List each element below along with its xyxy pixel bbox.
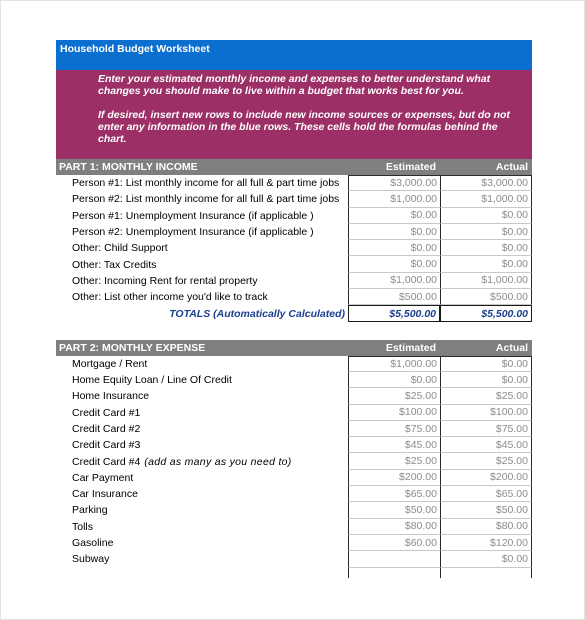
income-estimated-cell[interactable]: $1,000.00 — [348, 191, 440, 207]
expense-row — [56, 405, 532, 421]
expense-row — [56, 437, 532, 453]
expense-estimated-cell[interactable]: $45.00 — [348, 437, 440, 453]
expense-actual-cell[interactable]: $45.00 — [440, 437, 532, 453]
income-row-label: Other: Incoming Rent for rental property — [72, 274, 258, 287]
expense-actual-cell[interactable]: $75.00 — [440, 421, 532, 437]
expense-estimated-cell[interactable]: $1,000.00 — [348, 356, 440, 372]
expense-col-estimated: Estimated — [385, 341, 436, 354]
intro-paragraph-2: If desired, insert new rows to include new income sources or expenses, but do not enter any information in the blue rows. These cells hold the formulas behind the chart. — [98, 109, 510, 145]
intro-paragraph-1: Enter your estimated monthly income and expenses to better understand what changes you should make to live within a budget that works best for you. — [98, 73, 491, 97]
expense-row-label: Mortgage / Rent — [72, 357, 148, 370]
income-row-label: Person #2: List monthly income for all full & part time jobs — [72, 193, 340, 206]
income-row — [56, 191, 532, 207]
totals-label: TOTALS (Automatically Calculated) — [169, 307, 345, 320]
income-heading: PART 1: MONTHLY INCOME — [59, 161, 198, 173]
income-totals-row — [56, 305, 532, 321]
income-row — [56, 273, 532, 289]
expense-row — [56, 568, 532, 578]
income-row — [56, 289, 532, 305]
expense-row-label: Credit Card #1 — [72, 406, 141, 419]
expense-estimated-cell[interactable]: $60.00 — [348, 535, 440, 551]
income-actual-cell[interactable]: $0.00 — [440, 208, 532, 224]
expense-estimated-cell[interactable]: $25.00 — [348, 388, 440, 404]
expense-actual-cell[interactable]: $120.00 — [440, 535, 532, 551]
expense-row — [56, 388, 532, 404]
expense-estimated-cell[interactable]: $0.00 — [348, 372, 440, 388]
expense-row-label — [56, 568, 348, 578]
income-actual-cell[interactable]: $0.00 — [440, 224, 532, 240]
expense-estimated-cell[interactable]: $75.00 — [348, 421, 440, 437]
expense-actual-cell[interactable]: $65.00 — [440, 486, 532, 502]
income-estimated-cell[interactable]: $3,000.00 — [348, 175, 440, 191]
add-more-hint: (add as many as you need to) — [144, 455, 292, 468]
income-row-label: Other: Child Support — [72, 242, 168, 255]
expense-row-label: Home Equity Loan / Line Of Credit — [72, 374, 232, 387]
expense-estimated-cell[interactable]: $25.00 — [348, 453, 440, 469]
income-col-actual: Actual — [495, 161, 528, 173]
expense-estimated-cell[interactable] — [348, 568, 440, 578]
income-estimated-cell[interactable]: $0.00 — [348, 240, 440, 256]
section-spacer — [56, 322, 532, 340]
expense-actual-cell[interactable]: $50.00 — [440, 502, 532, 518]
intro-band — [56, 70, 532, 159]
budget-worksheet — [56, 40, 532, 578]
income-row-label: Other: List other income you'd like to track — [72, 291, 268, 304]
expense-estimated-cell[interactable]: $80.00 — [348, 519, 440, 535]
income-row-label: Other: Tax Credits — [72, 258, 157, 271]
income-estimated-cell[interactable]: $0.00 — [348, 208, 440, 224]
income-actual-cell[interactable]: $500.00 — [440, 289, 532, 305]
expense-row — [56, 502, 532, 518]
expense-row — [56, 535, 532, 551]
expense-row — [56, 551, 532, 567]
income-row-label: Person #1: Unemployment Insurance (if applicable ) — [72, 209, 314, 222]
expense-estimated-cell[interactable]: $200.00 — [348, 470, 440, 486]
expense-actual-cell[interactable]: $0.00 — [440, 356, 532, 372]
expense-row-label: Credit Card #3 — [72, 439, 141, 452]
expense-row-label: Credit Card #2 — [72, 423, 141, 435]
expense-row-label: Car Payment — [72, 471, 134, 484]
income-row — [56, 224, 532, 240]
expense-row-label: Subway — [72, 553, 110, 566]
expense-row — [56, 486, 532, 502]
expense-section-header — [56, 340, 532, 356]
expense-estimated-cell[interactable]: $100.00 — [348, 405, 440, 421]
expense-estimated-cell[interactable]: $65.00 — [348, 486, 440, 502]
income-estimated-cell[interactable]: $0.00 — [348, 256, 440, 272]
expense-estimated-cell[interactable]: $50.00 — [348, 502, 440, 518]
expense-actual-cell[interactable]: $200.00 — [440, 470, 532, 486]
income-estimated-cell[interactable]: $1,000.00 — [348, 273, 440, 289]
income-row-label: Person #1: List monthly income for all full & part time jobs — [72, 177, 340, 190]
income-actual-cell[interactable]: $3,000.00 — [440, 175, 532, 191]
expense-actual-cell[interactable]: $0.00 — [440, 551, 532, 567]
expense-row-label: Tolls — [72, 520, 94, 533]
expense-row-label-text: Credit Card #4 — [72, 455, 141, 468]
income-actual-cell[interactable]: $1,000.00 — [440, 273, 532, 289]
expense-actual-cell[interactable]: $100.00 — [440, 405, 532, 421]
worksheet-title: Household Budget Worksheet — [56, 40, 532, 70]
expense-row — [56, 372, 532, 388]
expense-row — [56, 421, 532, 437]
income-row-label: Person #2: Unemployment Insurance (if applicable ) — [72, 226, 314, 239]
income-row — [56, 256, 532, 272]
income-col-estimated: Estimated — [385, 161, 436, 173]
income-actual-cell[interactable]: $1,000.00 — [440, 191, 532, 207]
expense-row-label: Gasoline — [72, 537, 114, 550]
expense-row — [56, 519, 532, 535]
income-estimated-cell[interactable]: $500.00 — [348, 289, 440, 305]
income-section-header — [56, 159, 532, 175]
expense-actual-cell[interactable] — [440, 568, 532, 578]
expense-row-label: Home Insurance — [72, 390, 150, 403]
income-actual-cell[interactable]: $0.00 — [440, 240, 532, 256]
expense-actual-cell[interactable]: $25.00 — [440, 453, 532, 469]
expense-actual-cell[interactable]: $0.00 — [440, 372, 532, 388]
expense-row-label: Car Insurance — [72, 488, 138, 501]
income-actual-cell[interactable]: $0.00 — [440, 256, 532, 272]
income-estimated-cell[interactable]: $0.00 — [348, 224, 440, 240]
expense-actual-cell[interactable]: $80.00 — [440, 519, 532, 535]
totals-actual-cell: $5,500.00 — [440, 305, 532, 321]
expense-col-actual: Actual — [495, 341, 528, 354]
expense-estimated-cell[interactable] — [348, 551, 440, 567]
income-row — [56, 240, 532, 256]
income-row — [56, 175, 532, 191]
expense-heading: PART 2: MONTHLY EXPENSE — [59, 341, 206, 354]
expense-row — [56, 453, 532, 469]
expense-row — [56, 470, 532, 486]
expense-row — [56, 356, 532, 372]
expense-row-label — [56, 453, 348, 469]
totals-estimated-cell: $5,500.00 — [348, 305, 440, 321]
expense-actual-cell[interactable]: $25.00 — [440, 388, 532, 404]
income-row — [56, 208, 532, 224]
expense-row-label: Parking — [72, 504, 108, 517]
